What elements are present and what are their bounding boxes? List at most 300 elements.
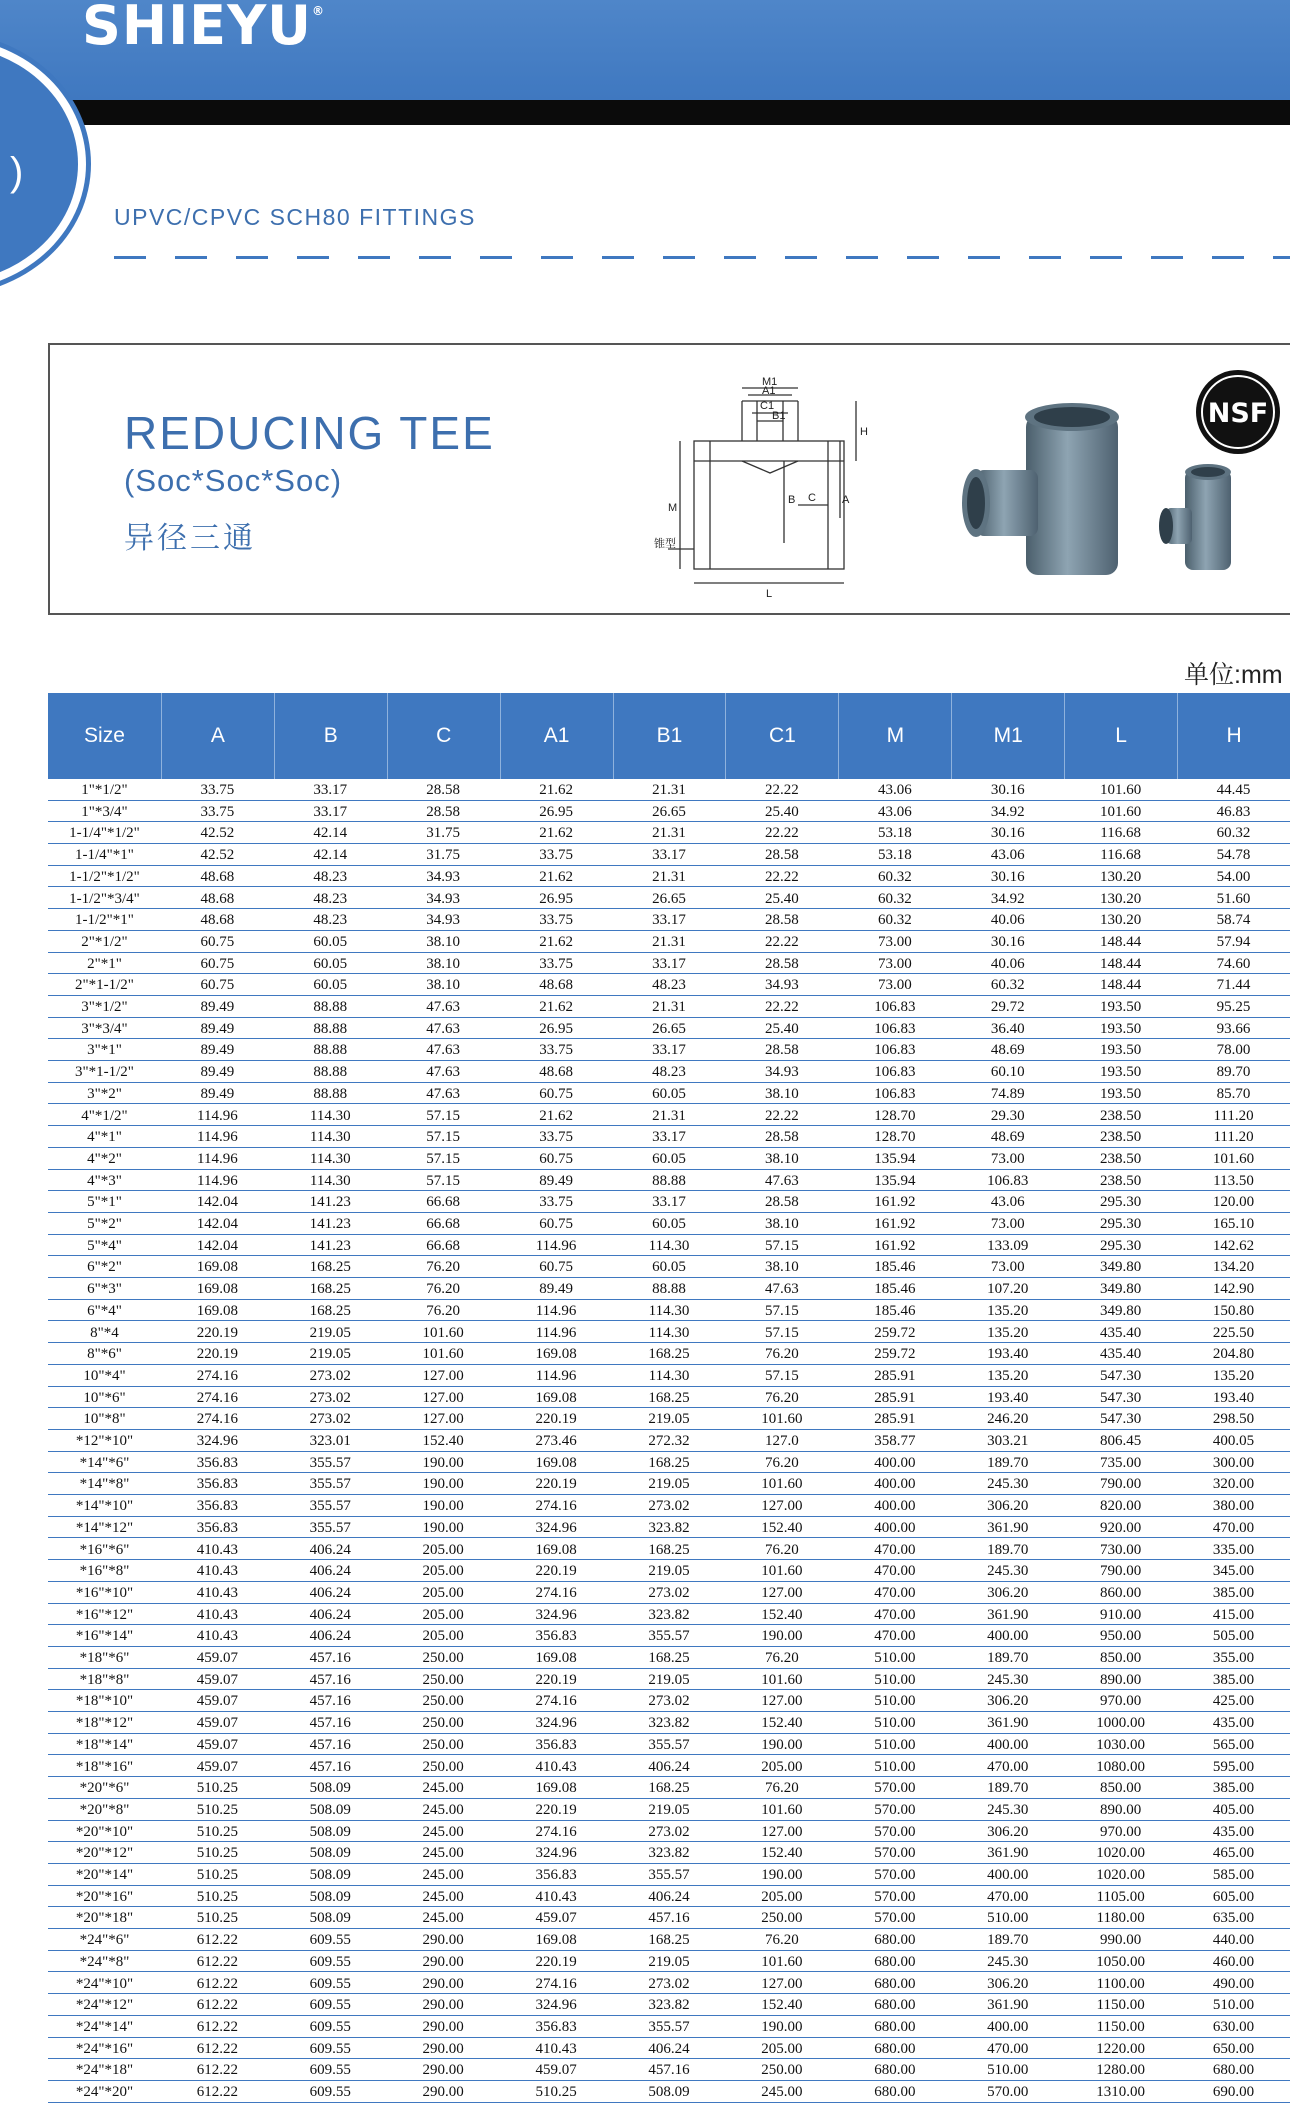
table-cell: 245.00	[422, 1888, 464, 1905]
table-cell: 730.00	[1100, 1541, 1142, 1558]
table-cell: 60.05	[313, 955, 348, 972]
table-cell: 141.23	[309, 1194, 351, 1211]
table-cell: 245.00	[422, 1845, 464, 1862]
table-cell: 33.75	[539, 1194, 573, 1211]
label-taper: 锥型	[654, 538, 676, 550]
table-cell: 510.25	[196, 1845, 238, 1862]
table-cell: 1310.00	[1096, 2084, 1145, 2100]
table-cell: 400.00	[987, 1628, 1029, 1645]
table-cell: 298.50	[1212, 1411, 1255, 1428]
table-cell: 290.00	[422, 2062, 464, 2079]
table-cell: 510.00	[874, 1736, 916, 1753]
dashed-divider	[114, 256, 1290, 259]
table-cell: 820.00	[1100, 1498, 1142, 1515]
table-cell: 169.08	[196, 1302, 238, 1319]
label-b: B	[788, 494, 796, 506]
table-cell: 510.25	[196, 1823, 238, 1840]
table-cell: 609.55	[309, 1975, 351, 1992]
table-cell: 190.00	[761, 1867, 803, 1883]
table-cell: 245.00	[422, 1910, 464, 1927]
table-row	[48, 1842, 1290, 1864]
table-row	[48, 1126, 1290, 1148]
table-cell: 1"*3/4"	[81, 803, 128, 820]
table-cell: 470.00	[987, 1758, 1029, 1775]
table-cell: 650.00	[1212, 2040, 1255, 2057]
table-cell: 219.05	[648, 1671, 690, 1688]
table-cell: 8"*4	[90, 1324, 119, 1341]
table-cell: 189.70	[987, 1932, 1029, 1949]
table-cell: 459.07	[196, 1693, 238, 1710]
table-cell: 22.22	[765, 825, 799, 842]
table-cell: 168.25	[648, 1780, 690, 1797]
table-row	[48, 1929, 1290, 1951]
table-cell: 349.80	[1100, 1259, 1142, 1276]
table-row	[48, 1821, 1290, 1843]
table-cell: 135.20	[1212, 1367, 1255, 1384]
table-cell: 25.40	[765, 1020, 799, 1037]
column-header-c: C	[387, 693, 500, 779]
table-cell: *20"*8"	[79, 1801, 130, 1818]
table-cell: 54.00	[1216, 868, 1251, 885]
table-cell: 133.09	[987, 1237, 1029, 1254]
table-cell: 107.20	[987, 1281, 1029, 1298]
table-cell: 3"*3/4"	[81, 1020, 128, 1037]
table-cell: 30.16	[990, 933, 1025, 950]
table-cell: 42.14	[313, 847, 348, 864]
table-cell: 47.63	[426, 999, 461, 1015]
table-cell: 220.19	[535, 1563, 577, 1580]
table-cell: 169.08	[535, 1454, 577, 1471]
table-cell: 57.15	[426, 1172, 461, 1189]
table-cell: 190.00	[422, 1498, 464, 1515]
table-cell: *18"*14"	[75, 1736, 134, 1753]
table-cell: 612.22	[196, 1953, 238, 1970]
table-row	[48, 1039, 1290, 1061]
label-h: H	[860, 426, 868, 438]
table-cell: 860.00	[1100, 1584, 1142, 1601]
table-row	[48, 2081, 1290, 2103]
table-cell: 26.95	[539, 803, 573, 820]
table-cell: 1-1/2"*1"	[74, 912, 134, 929]
table-cell: *24"*12"	[75, 1997, 134, 2014]
table-cell: 406.24	[309, 1606, 351, 1623]
table-cell: 470.00	[987, 1888, 1029, 1905]
table-cell: *24"*10"	[75, 1975, 134, 1992]
table-cell: 30.16	[990, 825, 1025, 842]
table-cell: 510.00	[874, 1693, 916, 1710]
table-cell: 135.20	[987, 1324, 1029, 1341]
table-cell: 57.15	[765, 1367, 799, 1384]
table-cell: 323.82	[648, 1606, 690, 1623]
table-cell: 60.10	[990, 1064, 1025, 1081]
nsf-certification-badge	[1193, 367, 1283, 457]
table-cell: 48.68	[200, 890, 235, 907]
table-row	[48, 1560, 1290, 1582]
table-cell: 250.00	[761, 2062, 803, 2079]
table-cell: 290.00	[422, 1997, 464, 2014]
table-cell: 306.20	[987, 1693, 1029, 1710]
table-cell: 410.43	[535, 2040, 577, 2057]
table-cell: 440.00	[1212, 1932, 1255, 1949]
table-cell: 355.57	[648, 1736, 690, 1753]
table-cell: 21.31	[652, 868, 686, 885]
table-cell: 76.20	[765, 1650, 799, 1666]
table-row	[48, 1430, 1290, 1452]
table-cell: 42.52	[200, 847, 235, 864]
table-cell: 406.24	[309, 1628, 351, 1645]
table-cell: 120.00	[1212, 1194, 1255, 1211]
table-cell: 130.20	[1100, 890, 1142, 907]
table-cell: 355.57	[648, 2018, 690, 2035]
table-cell: 1280.00	[1096, 2062, 1145, 2079]
table-row	[48, 1495, 1290, 1517]
table-cell: 33.17	[652, 1194, 686, 1211]
table-row	[48, 1170, 1290, 1192]
table-cell: 890.00	[1100, 1671, 1142, 1688]
table-cell: 612.22	[196, 2040, 238, 2057]
table-cell: 111.20	[1213, 1129, 1254, 1146]
table-cell: 400.00	[874, 1498, 916, 1515]
table-cell: 356.83	[535, 1628, 577, 1645]
table-cell: 60.05	[652, 1259, 686, 1276]
table-cell: 169.08	[535, 1650, 577, 1666]
table-cell: 406.24	[309, 1584, 351, 1601]
table-cell: 300.00	[1212, 1454, 1255, 1471]
table-cell: 60.75	[539, 1085, 573, 1102]
table-cell: 141.23	[309, 1237, 351, 1254]
table-cell: 22.22	[765, 782, 799, 798]
table-cell: 33.75	[200, 803, 235, 820]
table-cell: 111.20	[1213, 1107, 1254, 1124]
table-cell: 33.75	[539, 912, 573, 929]
table-cell: 2"*1/2"	[81, 933, 128, 950]
table-cell: 114.30	[309, 1107, 351, 1124]
table-cell: 101.60	[761, 1671, 803, 1688]
table-cell: 970.00	[1100, 1823, 1142, 1840]
table-row	[48, 1994, 1290, 2016]
table-cell: 680.00	[874, 1953, 916, 1970]
table-cell: 219.05	[648, 1801, 690, 1818]
table-cell: 508.09	[309, 1823, 351, 1840]
table-cell: 40.06	[990, 955, 1025, 972]
table-cell: 274.16	[196, 1411, 238, 1428]
table-cell: 127.00	[422, 1411, 464, 1428]
table-cell: 128.70	[874, 1107, 916, 1124]
table-cell: 355.57	[309, 1498, 351, 1515]
table-cell: 48.69	[990, 1042, 1025, 1059]
column-header-m: M	[838, 693, 951, 779]
column-header-h: H	[1177, 693, 1290, 779]
table-cell: 790.00	[1100, 1563, 1142, 1580]
table-cell: 57.15	[426, 1150, 461, 1167]
table-cell: 47.63	[426, 1020, 461, 1037]
table-cell: 28.58	[765, 1129, 799, 1146]
table-cell: 76.20	[765, 1346, 799, 1363]
table-cell: 38.10	[765, 1216, 799, 1232]
table-cell: 245.00	[761, 2084, 803, 2100]
table-cell: 3"*2"	[87, 1085, 122, 1102]
table-row	[48, 2059, 1290, 2081]
table-cell: 1030.00	[1096, 1736, 1145, 1753]
table-cell: 6"*3"	[87, 1281, 122, 1298]
table-cell: 303.21	[987, 1433, 1029, 1449]
table-cell: 323.01	[309, 1433, 351, 1449]
table-cell: 193.50	[1100, 1042, 1142, 1059]
table-cell: 26.95	[539, 1020, 573, 1037]
table-cell: 219.05	[309, 1324, 351, 1341]
table-cell: 152.40	[761, 1997, 803, 2014]
table-cell: 88.88	[313, 1085, 348, 1102]
table-cell: 425.00	[1212, 1693, 1255, 1710]
table-row	[48, 822, 1290, 844]
table-cell: 66.68	[426, 1194, 461, 1211]
table-cell: 238.50	[1100, 1150, 1142, 1167]
table-cell: 400.00	[874, 1454, 916, 1471]
table-cell: 148.44	[1100, 955, 1142, 972]
table-cell: 26.95	[539, 890, 573, 907]
table-cell: 189.70	[987, 1650, 1029, 1666]
table-cell: 205.00	[761, 2040, 803, 2057]
table-row	[48, 1061, 1290, 1083]
table-cell: 189.70	[987, 1454, 1029, 1471]
table-cell: *12"*10"	[75, 1433, 134, 1449]
table-cell: 910.00	[1100, 1606, 1142, 1623]
table-cell: 609.55	[309, 1932, 351, 1949]
table-cell: 630.00	[1212, 2018, 1255, 2035]
table-cell: 152.40	[761, 1845, 803, 1862]
table-cell: 250.00	[422, 1671, 464, 1688]
table-cell: 680.00	[874, 2040, 916, 2057]
table-cell: 168.25	[648, 1650, 690, 1666]
svg-text:NSF: NSF	[1207, 398, 1269, 429]
table-cell: 169.08	[196, 1281, 238, 1298]
table-cell: 190.00	[761, 1736, 803, 1753]
table-cell: 680.00	[874, 2084, 916, 2100]
table-row	[48, 1278, 1290, 1300]
brand-logo: SHIEYU®	[82, 0, 326, 57]
table-cell: 1080.00	[1096, 1758, 1145, 1775]
table-cell: 510.25	[196, 1910, 238, 1927]
table-cell: 435.00	[1212, 1715, 1255, 1732]
table-cell: 114.30	[648, 1324, 690, 1341]
table-row	[48, 996, 1290, 1018]
table-cell: 1020.00	[1096, 1845, 1145, 1862]
table-row	[48, 801, 1290, 823]
table-cell: 169.08	[535, 1932, 577, 1949]
table-cell: 190.00	[422, 1454, 464, 1471]
table-cell: 205.00	[422, 1606, 464, 1623]
table-cell: 356.83	[196, 1476, 238, 1493]
table-cell: 415.00	[1212, 1606, 1255, 1623]
table-cell: 73.00	[877, 933, 912, 950]
label-m: M	[668, 502, 678, 514]
table-cell: 470.00	[874, 1606, 916, 1623]
table-cell: 130.20	[1100, 912, 1142, 929]
table-cell: 161.92	[874, 1216, 916, 1232]
label-c1: C1	[760, 400, 775, 412]
table-cell: 1020.00	[1096, 1867, 1145, 1883]
table-cell: 609.55	[309, 2018, 351, 2035]
table-cell: 250.00	[422, 1715, 464, 1732]
table-cell: 361.90	[987, 1845, 1029, 1862]
table-cell: 114.96	[197, 1172, 238, 1189]
table-cell: 272.32	[648, 1433, 690, 1449]
table-cell: 612.22	[196, 2084, 238, 2100]
table-cell: 28.58	[426, 782, 461, 798]
table-cell: 114.96	[197, 1129, 238, 1146]
table-row	[48, 1973, 1290, 1995]
table-cell: 21.31	[652, 933, 686, 950]
table-cell: 510.00	[874, 1758, 916, 1775]
table-cell: 410.43	[196, 1563, 238, 1580]
table-cell: 127.0	[765, 1433, 799, 1449]
table-cell: 57.15	[426, 1107, 461, 1124]
table-cell: 34.93	[765, 977, 799, 994]
table-cell: 48.23	[313, 912, 348, 929]
table-cell: 60.75	[200, 933, 235, 950]
label-b1: B1	[772, 410, 786, 422]
table-cell: 168.25	[648, 1932, 690, 1949]
table-cell: 790.00	[1100, 1476, 1142, 1493]
table-row	[48, 1582, 1290, 1604]
table-cell: 127.00	[761, 1498, 803, 1515]
table-cell: 274.16	[535, 1693, 577, 1710]
table-cell: 169.08	[196, 1259, 238, 1276]
table-cell: 114.30	[309, 1129, 351, 1146]
table-cell: 114.30	[648, 1237, 690, 1254]
table-cell: 34.92	[990, 890, 1025, 907]
table-cell: 380.00	[1212, 1498, 1255, 1515]
table-cell: 6"*2"	[87, 1259, 122, 1276]
label-a: A	[842, 494, 850, 506]
table-cell: *18"*6"	[79, 1650, 130, 1666]
table-cell: *14"*10"	[75, 1498, 134, 1515]
table-cell: 134.20	[1212, 1259, 1255, 1276]
table-cell: 609.55	[309, 2040, 351, 2057]
table-cell: 161.92	[874, 1237, 916, 1254]
table-cell: 508.09	[309, 1801, 351, 1818]
table-cell: 324.96	[196, 1433, 238, 1449]
table-cell: 148.44	[1100, 977, 1142, 994]
table-cell: 250.00	[761, 1910, 803, 1927]
table-cell: 26.65	[652, 1020, 686, 1037]
table-cell: 290.00	[422, 1975, 464, 1992]
table-cell: 238.50	[1100, 1172, 1142, 1189]
table-cell: 323.82	[648, 1519, 690, 1536]
table-cell: 73.00	[877, 955, 912, 972]
table-cell: 33.17	[652, 955, 686, 972]
table-row	[48, 1387, 1290, 1409]
label-a1: A1	[762, 385, 776, 397]
table-cell: 168.25	[309, 1259, 351, 1276]
table-cell: 410.43	[196, 1628, 238, 1645]
table-cell: 349.80	[1100, 1281, 1142, 1298]
table-cell: 323.82	[648, 1715, 690, 1732]
table-cell: 22.22	[765, 933, 799, 950]
table-cell: 508.09	[309, 1845, 351, 1862]
table-cell: 127.00	[761, 1584, 803, 1601]
table-cell: 400.00	[987, 1736, 1029, 1753]
table-cell: 60.05	[313, 933, 348, 950]
table-cell: 33.17	[652, 912, 686, 929]
table-cell: 47.63	[426, 1064, 461, 1081]
table-cell: 193.50	[1100, 1020, 1142, 1037]
table-cell: 400.05	[1212, 1433, 1255, 1449]
table-cell: 470.00	[874, 1584, 916, 1601]
table-cell: 245.30	[987, 1476, 1029, 1493]
table-cell: 33.17	[652, 847, 686, 864]
table-cell: 205.00	[422, 1584, 464, 1601]
table-cell: 356.83	[535, 1736, 577, 1753]
table-cell: 459.07	[196, 1758, 238, 1775]
table-cell: 245.30	[987, 1563, 1029, 1580]
table-cell: 168.25	[648, 1541, 690, 1558]
table-cell: 547.30	[1100, 1367, 1142, 1384]
table-cell: 361.90	[987, 1715, 1029, 1732]
table-cell: 114.30	[309, 1172, 351, 1189]
table-cell: 106.83	[874, 1042, 916, 1059]
table-cell: 2"*1-1/2"	[74, 977, 134, 994]
table-cell: 142.62	[1212, 1237, 1255, 1254]
table-cell: 193.40	[987, 1389, 1029, 1406]
table-cell: 78.00	[1216, 1042, 1251, 1059]
table-cell: 1"*1/2"	[81, 782, 128, 798]
table-cell: 60.32	[877, 890, 912, 907]
table-cell: 30.16	[990, 868, 1025, 885]
table-cell: 66.68	[426, 1237, 461, 1254]
table-row	[48, 1799, 1290, 1821]
table-row	[48, 1951, 1290, 1973]
table-cell: 3"*1/2"	[81, 999, 128, 1015]
table-row	[48, 1148, 1290, 1170]
table-row	[48, 1191, 1290, 1213]
table-cell: 114.30	[648, 1367, 690, 1384]
table-cell: 274.16	[196, 1389, 238, 1406]
table-cell: 38.10	[426, 955, 461, 972]
table-cell: 570.00	[874, 1910, 916, 1927]
table-cell: 142.04	[196, 1194, 238, 1211]
table-cell: 60.75	[200, 977, 235, 994]
table-cell: 459.07	[535, 1910, 577, 1927]
table-cell: 547.30	[1100, 1389, 1142, 1406]
table-cell: 60.75	[200, 955, 235, 972]
table-cell: 21.31	[652, 999, 686, 1015]
table-cell: 225.50	[1212, 1324, 1255, 1341]
table-cell: 595.00	[1212, 1758, 1255, 1775]
table-cell: 505.00	[1212, 1628, 1255, 1645]
table-cell: 245.30	[987, 1801, 1029, 1818]
table-cell: 400.00	[987, 2018, 1029, 2035]
table-cell: 1-1/2"*1/2"	[69, 868, 140, 885]
table-cell: 190.00	[761, 2018, 803, 2035]
table-cell: 349.80	[1100, 1302, 1142, 1319]
table-row	[48, 1690, 1290, 1712]
table-cell: 73.00	[990, 1259, 1025, 1276]
table-row	[48, 1517, 1290, 1539]
table-cell: *16"*10"	[75, 1584, 134, 1601]
table-cell: 680.00	[874, 2018, 916, 2035]
table-cell: 33.75	[539, 1042, 573, 1059]
table-cell: 238.50	[1100, 1129, 1142, 1146]
table-cell: 1180.00	[1096, 1910, 1145, 1927]
table-cell: 205.00	[761, 1888, 803, 1905]
table-cell: *18"*12"	[75, 1715, 134, 1732]
table-cell: 21.62	[539, 782, 573, 798]
table-cell: 290.00	[422, 2084, 464, 2100]
table-cell: 220.19	[535, 1801, 577, 1818]
table-cell: 128.70	[874, 1129, 916, 1146]
table-row	[48, 1647, 1290, 1669]
